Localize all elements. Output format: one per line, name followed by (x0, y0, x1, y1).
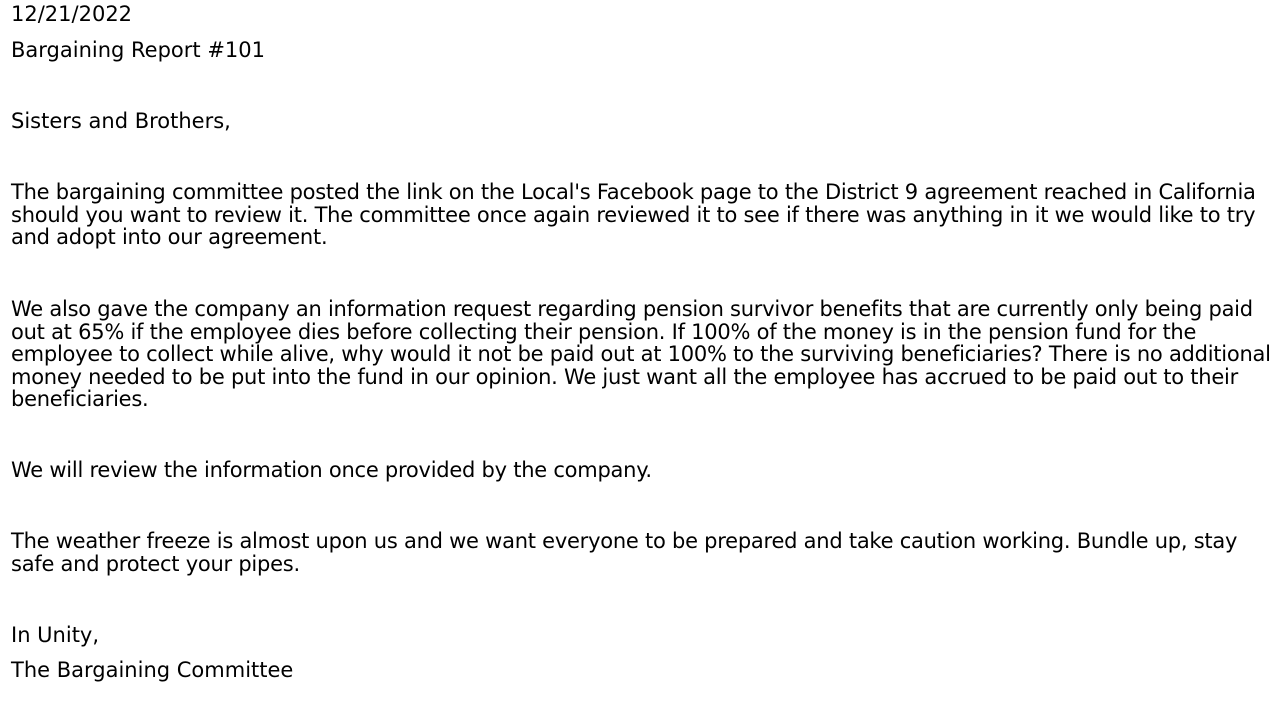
paragraph-facebook-link: The bargaining committee posted the link on the Local's Facebook page to the District 9 agreement reached in California should you want to review it. The committee once again reviewed it to see if there was anything in it we would like to try and adopt into our agreement. (11, 180, 1256, 249)
paragraph-review: We will review the information once provided by the company. (11, 458, 652, 482)
closing: In Unity, (11, 623, 100, 647)
paragraph-pension-request: We also gave the company an information request regarding pension survivor benefits that are currently only being paid out at 65% if the employee dies before collecting their pension. If 100% of the money is in the pension fund for the employee to collect while alive, why would it not be paid out at 100% to the surviving beneficiaries? There is no additional money needed to be put into the fund in our opinion. We just want all the employee has accrued to be paid out to their beneficiaries. (11, 297, 1271, 411)
paragraph-weather: The weather freeze is almost upon us and we want everyone to be prepared and take caution working. Bundle up, stay safe and protect your pipes. (11, 529, 1238, 576)
signature: The Bargaining Committee (11, 658, 294, 682)
report-title: Bargaining Report #101 (11, 38, 265, 62)
greeting: Sisters and Brothers, (11, 109, 231, 133)
report-date: 12/21/2022 (11, 2, 133, 26)
